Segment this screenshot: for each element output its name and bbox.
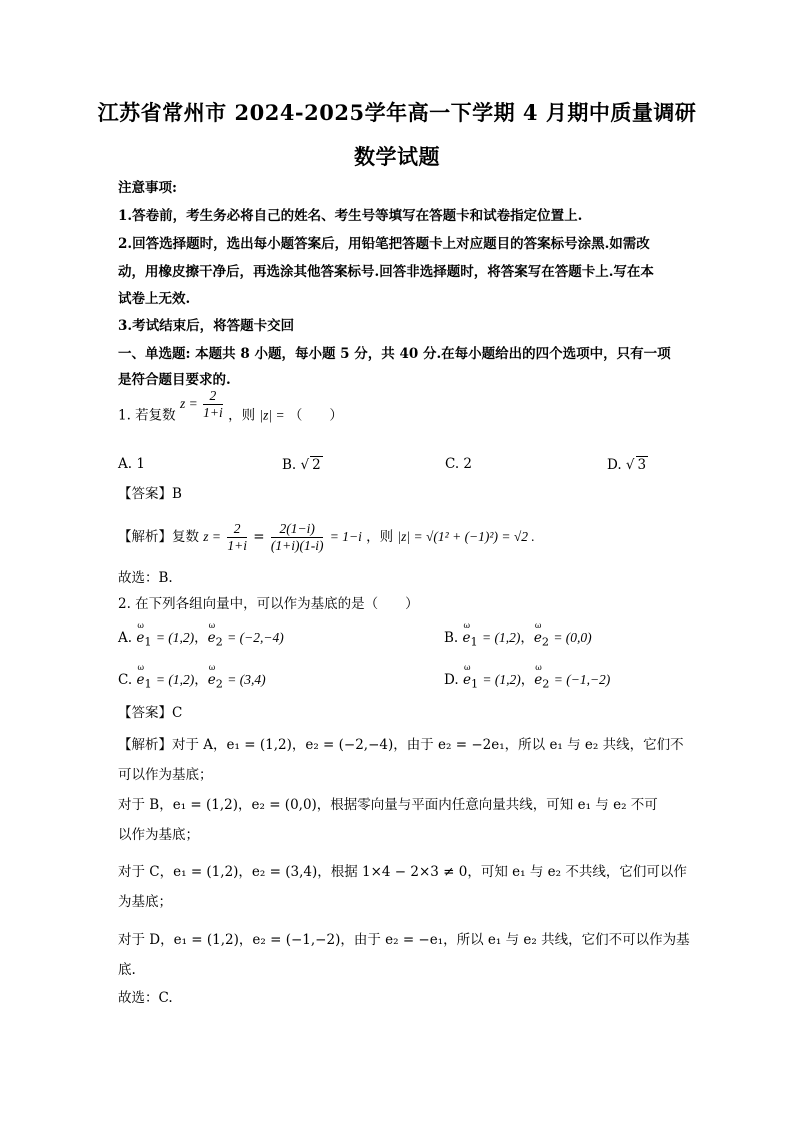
question-1-stem: 1. 若复数 z = $\frac{2}{1+i}$ ，则 |z| = （ ） [118, 388, 343, 424]
q2-option-c: C. ω $e_1 = (1,2)$，ω $e_2 = (3,4)$ [118, 668, 266, 691]
q1-answer: 【答案】B [118, 486, 182, 502]
document-subtitle: 数学试题 [354, 144, 440, 169]
notice-item-2-line-1: 2.回答选择题时，选出每小题答案后，用铅笔把答题卡上对应题目的答案标号涂黑.如需改 [118, 236, 650, 252]
q2-analysis-line-6: 为基底； [118, 894, 172, 910]
q2-analysis-line-7: 对于 D，e₁ = (1,2)，e₂ = (−1,−2)，由于 e₂ = −e₁，所以 e₁ 与 e₂ 共线，它们不可以作为基 [118, 932, 690, 948]
q2-option-a: A. ω $e_1 = (1,2)$，ω $e_2 = (-2,-4)$ [118, 626, 284, 649]
section-heading-line-2: 是符合题目要求的. [118, 372, 231, 388]
q2-conclusion: 故选：C. [118, 990, 173, 1006]
q1-option-c: C. 2 [445, 456, 473, 472]
notice-item-3: 3.考试结束后，将答题卡交回 [118, 318, 295, 334]
q2-analysis-line-8: 底. [118, 962, 136, 978]
section-heading-line-1: 一、单选题: 本题共 8 小题，每小题 5 分，共 40 分.在每小题给出的四个选项中，只有一项 [118, 346, 671, 362]
q2-answer: 【答案】C [118, 705, 183, 721]
notice-item-2-line-2: 动，用橡皮擦干净后，再选涂其他答案标号.回答非选择题时，将答案写在答题卡上.写在本 [118, 264, 654, 280]
q2-analysis-line-2: 可以作为基底； [118, 767, 213, 783]
q2-analysis-line-4: 以作为基底； [118, 827, 199, 843]
q2-option-d: D. ω $e_1 = (1,2)$，ω $e_2 = (-1,-2)$ [444, 668, 610, 691]
question-2-stem: 2. 在下列各组向量中，可以作为基底的是（ ） [118, 596, 419, 612]
q1-conclusion: 故选：B. [118, 570, 173, 586]
q2-analysis-line-1: 【解析】对于 A，e₁ = (1,2)，e₂ = (−2,−4)，由于 e₂ = −2e₁，所以 e₁ 与 e₂ 共线，它们不 [118, 737, 684, 753]
q1-expression: z = $\frac{2}{1+i}$ [179, 388, 223, 420]
q2-option-b: B. ω $e_1 = (1,2)$，ω $e_2 = (0,0)$ [444, 626, 592, 649]
q2-analysis-line-3: 对于 B，e₁ = (1,2)，e₂ = (0,0)，根据零向量与平面内任意向量共线，可知 e₁ 与 e₂ 不可 [118, 797, 658, 813]
notice-item-1: 1.答卷前，考生务必将自己的姓名、考生号等填写在答题卡和试卷指定位置上. [118, 208, 583, 224]
q1-option-b: B. √ 2 [282, 457, 321, 473]
document-title: 江苏省常州市 2024-2025学年高一下学期 4 月期中质量调研 [97, 100, 697, 125]
q1-analysis: 【解析】复数 z = $\frac{2}{1+i}$ = $\frac{2(1-i)}{(1+i)(1-i)}$ = 1−i ，则 |z| = √(1² + (−1)²) = √2 . [118, 521, 535, 553]
notice-heading: 注意事项: [118, 180, 177, 196]
q1-option-d: D. √ 3 [607, 457, 647, 473]
notice-item-2-line-3: 试卷上无效. [118, 291, 191, 307]
q1-option-a: A. 1 [118, 456, 145, 472]
q2-analysis-line-5: 对于 C，e₁ = (1,2)，e₂ = (3,4)，根据 1×4 − 2×3 ≠ 0，可知 e₁ 与 e₂ 不共线，它们可以作 [118, 864, 687, 880]
